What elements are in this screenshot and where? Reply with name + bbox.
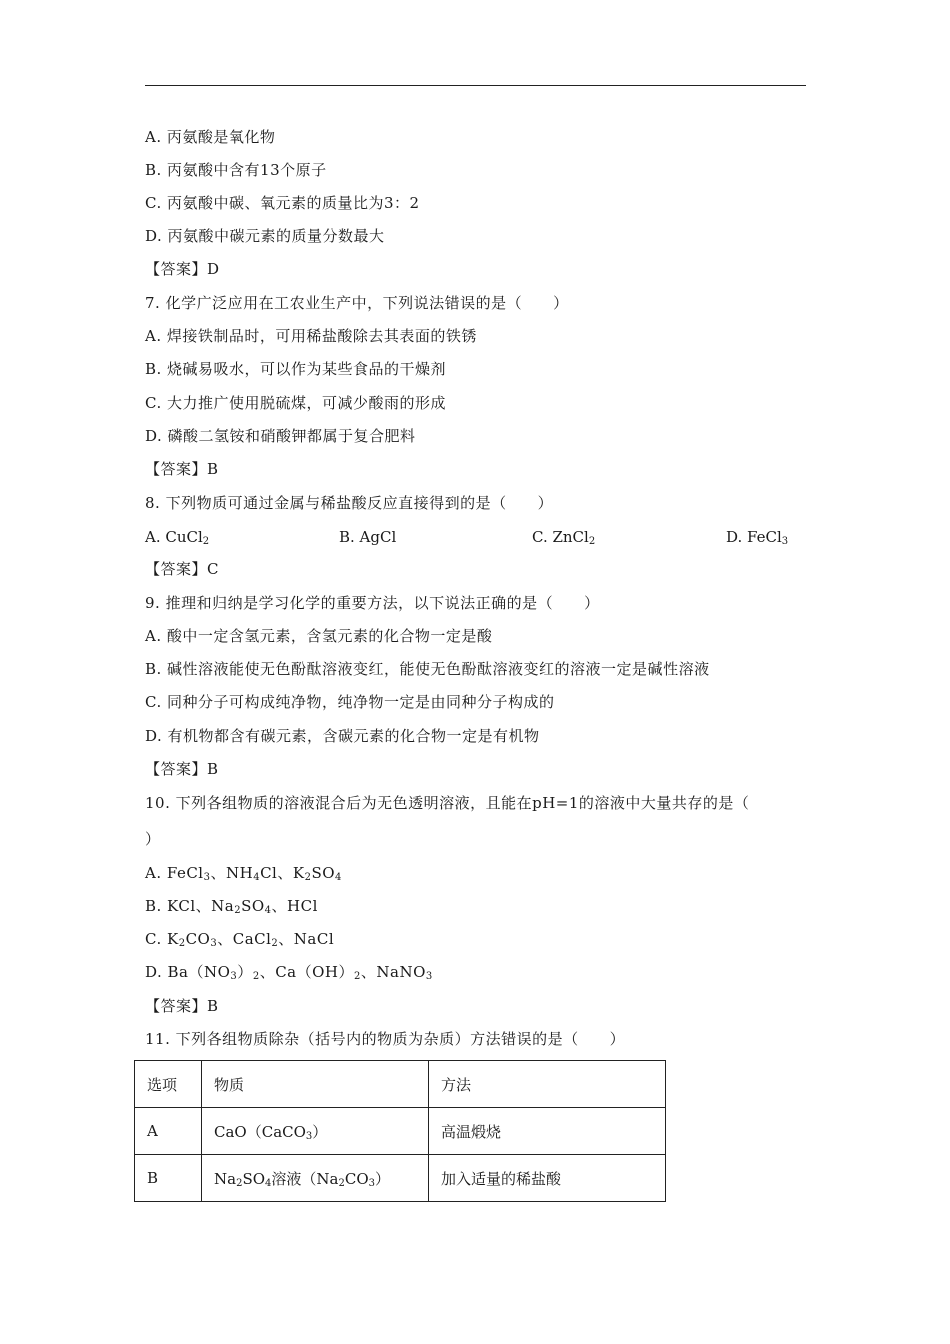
q8-option-d: D. FeCl$_3$ — [726, 528, 789, 547]
q6-option-a: A. 丙氨酸是氧化物 — [145, 128, 276, 146]
row-b-substance: $Na_2SO_4$溶液$(Na_2CO_3)$ — [202, 1155, 429, 1202]
q11-stem: 11. 下列各组物质除杂（括号内的物质为杂质）方法错误的是（ ） — [145, 1030, 626, 1048]
header-rule — [145, 85, 806, 86]
q6-option-b: B. 丙氨酸中含有13个原子 — [145, 161, 327, 179]
header-substance: 物质 — [202, 1061, 429, 1108]
q8-stem: 8. 下列物质可通过金属与稀盐酸反应直接得到的是（ ） — [145, 494, 554, 512]
q9-option-d: D. 有机物都含有碳元素，含碳元素的化合物一定是有机物 — [145, 727, 540, 745]
q8-option-c: C. ZnCl$_2$ — [532, 528, 596, 547]
q8-option-a: A. CuCl$_2$ — [145, 528, 210, 547]
q11-table — [134, 1060, 666, 1202]
q9-option-c: C. 同种分子可构成纯净物，纯净物一定是由同种分子构成的 — [145, 693, 555, 711]
q10-stem-line2: ） — [145, 830, 161, 848]
table-row — [135, 1155, 666, 1202]
q6-option-c: C. 丙氨酸中碳、氧元素的质量比为3：2 — [145, 194, 420, 212]
q7-option-a: A. 焊接铁制品时，可用稀盐酸除去其表面的铁锈 — [145, 327, 477, 345]
q10-option-b: B. KCl、$Na_2SO_4$、HCl — [145, 897, 318, 916]
row-a-method: 高温煅烧 — [429, 1108, 666, 1155]
table-row — [135, 1108, 666, 1155]
q8-option-b: B. AgCl — [339, 528, 397, 546]
q7-stem: 7. 化学广泛应用在工农业生产中，下列说法错误的是（ ） — [145, 294, 569, 312]
row-a-option: A — [135, 1108, 202, 1155]
q6-option-d: D. 丙氨酸中碳元素的质量分数最大 — [145, 227, 385, 245]
q10-answer: 【答案】B — [145, 997, 219, 1015]
header-method: 方法 — [429, 1061, 666, 1108]
q9-stem: 9. 推理和归纳是学习化学的重要方法，以下说法正确的是（ ） — [145, 594, 600, 612]
q7-answer: 【答案】B — [145, 460, 219, 478]
q10-option-d: D. $Ba(NO_3)_2$、$Ca(OH)_2$、NaNO$_3$ — [145, 963, 433, 982]
row-a-substance: CaO（CaCO$_3$） — [202, 1108, 429, 1155]
q7-option-b: B. 烧碱易吸水，可以作为某些食品的干燥剂 — [145, 360, 447, 378]
q10-stem-line1: 10. 下列各组物质的溶液混合后为无色透明溶液，且能在pH=1的溶液中大量共存的是（ — [145, 794, 750, 812]
q9-option-a: A. 酸中一定含氢元素，含氢元素的化合物一定是酸 — [145, 627, 493, 645]
q9-answer: 【答案】B — [145, 760, 219, 778]
q7-option-d: D. 磷酸二氢铵和硝酸钾都属于复合肥料 — [145, 427, 416, 445]
q7-option-c: C. 大力推广使用脱硫煤，可减少酸雨的形成 — [145, 394, 446, 412]
row-b-option: B — [135, 1155, 202, 1202]
q9-option-b: B. 碱性溶液能使无色酚酞溶液变红，能使无色酚酞溶液变红的溶液一定是碱性溶液 — [145, 660, 710, 678]
row-b-method: 加入适量的稀盐酸 — [429, 1155, 666, 1202]
q10-option-c: C. $K_2CO_3$、CaCl$_2$、NaCl — [145, 930, 335, 949]
header-option: 选项 — [135, 1061, 202, 1108]
q8-answer: 【答案】C — [145, 560, 219, 578]
table-header-row — [135, 1061, 666, 1108]
q6-answer: 【答案】D — [145, 260, 220, 278]
q10-option-a: A. FeCl$_3$、$NH_4Cl$、$K_2SO_4$ — [145, 864, 342, 883]
